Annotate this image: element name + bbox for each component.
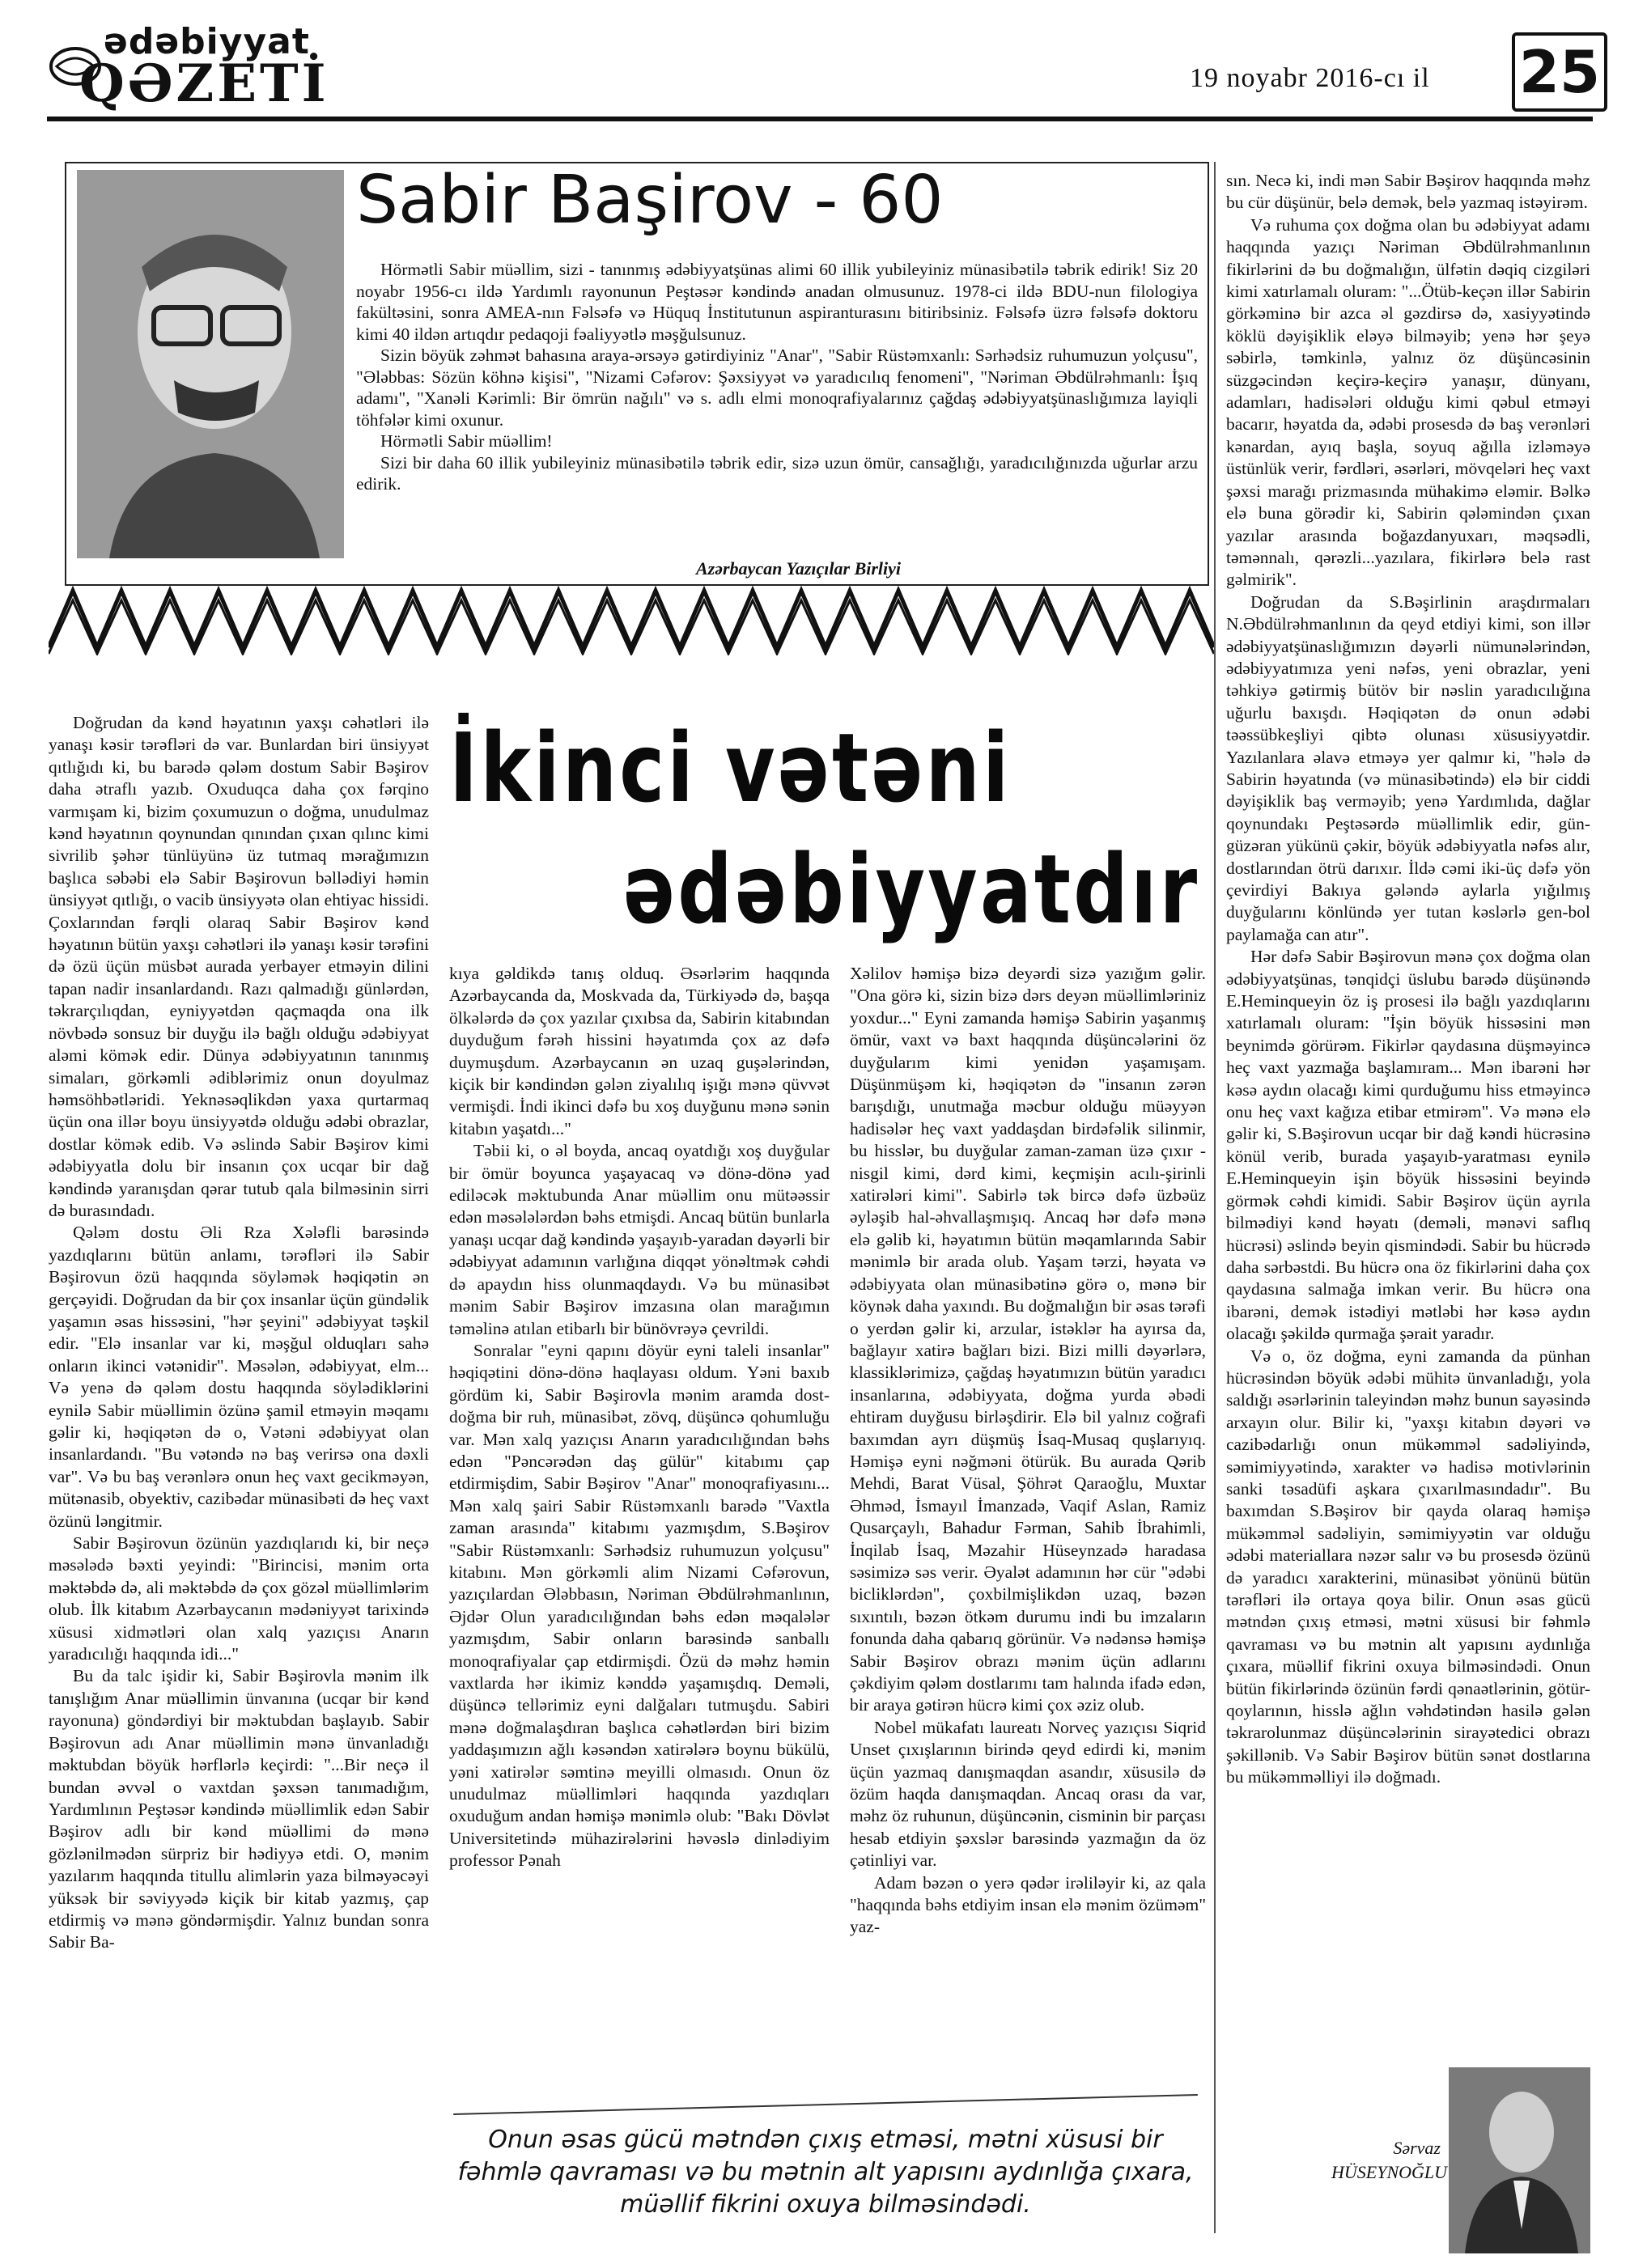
logo-bottom-text: QƏZETİ: [79, 53, 329, 114]
greeting-text: [356, 259, 1198, 495]
column-rule: [1214, 162, 1216, 2233]
article-paragraph: Adam bəzən o yerə qədər irəliləyir ki, az qala "haqqında bəhs etdiyim insan elə mənim özüməm" yaz-: [850, 1872, 1206, 1937]
article-paragraph: Təbii ki, o əl boyda, ancaq oyatdığı xoş duyğular bir ömür boyunca yaşayacaq və dönə-dönə yad ediləcək məktubunda Anar müəllim onu mütəəssir edən məsələlərdən bəhs etmişdi. Ancaq bütün bunlarla yanaşı ucqar dağ kəndində yaşayıb-yaradan dəyərli bir ədəbiyyat adamının varlığına diqqət yönəltmək cəhdi də apaydın hiss olunmaqdaydı. Və bu münasibət mənim Sabir Bəşirov imzasına olan marağımın təməlinə atılan etibarlı bir bünövrəyə çevrildi.: [449, 1141, 830, 1338]
greeting-paragraph: Hörmətli Sabir müəllim, sizi - tanınmış ədəbiyyatşünas alimi 60 illik yubileyiniz münasibətilə təbrik edirik! Siz 20 noyabr 1956-cı ildə Yardımlı rayonunun Peştəsər kəndində anadan olmusunuz. 1978-ci ildə BDU-nun filologiya fakültəsini, sonra AMEA-nın Fəlsəfə və Hüquq İnstitutunun aspiranturasını bitiribsiniz. Fəlsəfə üzrə fəlsəfə doktoru kimi 40 ildən artıqdır pedaqoji fəaliyyətlə məşğulsunuz.: [356, 260, 1198, 344]
pullquote: Onun əsas gücü mətndən çıxış etməsi, mətni xüsusi bir fəhmlə qavraması və bu mətnin alt yapısını aydınlığa çıxara, müəllif fikrini oxuya bilməsindədi.: [457, 2126, 1194, 2219]
article-column-1: [49, 712, 429, 1954]
article-paragraph: Xəlilov həmişə bizə deyərdi sizə yazığım gəlir. "Ona görə ki, sizin bizə dərs deyən müəllimləriniz yoxdur..." Eyni zamanda həmişə Sabirin yaşanmış ömür, vaxt və baxt haqqında düşüncələrini öz duyğularım kimi yenidən yaşamışam. Düşünmüşəm ki, həqiqətən də "insanın zərən barışdığı, unutmağa məcbur olduğu müəyyən hadisələr heç vaxt yaddaşdan birdəfəlik silinmir, bu hisslər, bu duyğular zaman-zaman üzə çıxır - nisgil kimi, dərd kimi, keçmişin acılı-şirinli xatirələri kimi". Sabirlə tək bircə dəfə üzbəüz əyləşib hal-əhvallaşmışıq. Ancaq hər dəfə mənə elə gəlib ki, həyatımın bütün məqamlarında Sabir mənimlə bir arada olub. Yaşam tərzi, həyata və ədəbiyyata olan münasibətinə görə o, mənə bir köynək daha yaxındı. Bu doğmalığın bir əsas tərəfi o yerdən gəlir ki, arzular, istəklər ha ayırsa da, bağlayır xatirə bağları bizi. Bizi milli dəyərlərə, klassiklərimizə, çağdaş həyatımızın bütün yaradıcı insanlarına, ədəbiyyata, doğma yurda əbədi ehtiram duyğusu birləşdirir. Elə bil yalnız coğrafi baxımdan ayrı düşmüş İsaq-Musaq quşlarıyıq. Həmişə eyni nəğməni ötürük. Bu aurada Qərib Mehdi, Barat Vüsal, Şöhrət Qaraoğlu, Muxtar Əhməd, İsmayıl İmanzadə, Vaqif Aslan, Ramiz Qusarçaylı, Bahadur Fərman, Sahib İbrahimli, İnqilab İsaq, Məzahir Hüseynzadə haradasa səsimizə səs verir. Əyalət adamının hər cür "ədəbi bicliklərdən", çoxbilmişlikdən uzaq, bəzən sıxıntılı, bəzən ötkəm durumu indi bu imzaların fonunda daha qabarıq görünür. Və nədənsə həmişə Sabir Bəşirov obrazı mənim üçün adlarını çəkdiyim qələm dostlarımı tam halında ifadə edən, bir araya gətirən hücrə kimi çox əziz olub.: [850, 964, 1206, 1715]
article-headline-line2: ədəbiyyatdır: [623, 833, 1200, 945]
article-paragraph: Və ruhuma çox doğma olan bu ədəbiyyat adamı haqqında yazıçı Nəriman Əbdülrəhmanlının fikirlərini də bu doğmalığın, ülfətin dəqiq cizgiləri kimi xatırlamalı oluram: "...Ötüb-keçən illər Sabirin görkəminə bir azca əl gəzdirsə də, xasiyyətində köklü dəyişiklik eləyə bilməyib; yenə hər şeyə səbirlə, təmkinlə, yalnız öz düşüncəsinin süzgəcindən keçirə-keçirə yanaşır, dünyanı, adamları, hadisələri olduğu kimi qəbul etməyi bacarır, həyatda da, ədəbi prosesdə də baş verənləri kənardan, ayıq başla, soyuq ağılla izləməyə üstünlük verir, fərdləri, əsərləri, mövqeləri heç vaxt şəxsi marağı prizmasında mühakimə eləmir. Bəlkə elə buna görədir ki, Sabirin qələmindən çıxan yazılar arasında boğazdanyuxarı, məqsədli, təmənnalı, qərəzli...yazılara, fikirlərə belə rast gəlmirik".: [1226, 214, 1590, 590]
sabir-basirov-photo: [77, 170, 344, 558]
article-headline-line1: İkinci vətəni: [449, 712, 1012, 824]
article-paragraph: Doğrudan da kənd həyatının yaxşı cəhətləri ilə yanaşı kəsir tərəfləri də var. Bunlardan biri ünsiyyət qıtlığıdı ki, bu barədə qələm dostum Sabir Bəşirov daha ətraflı yazıb. Oxuduqca daha çox fərqino varmışam ki, bizim çoxumuzun o doğma, unudulmaz kənd həyatının qoynundan qınından çıxan qılınc kimi sivrilib şəhər tünlüyünə üz tutmaq mərağımızın başlıca səbəbi elə Sabir Bəşirovun bəllədiyi həmin ünsiyyət qıtlığı, o vacib ünsiyyətə olan ehtiyac hissidi. Çoxlarından fərqli olaraq Sabir Bəşirov kənd həyatının bütün yaxşı cəhətləri ilə yanaşı kəsir tərəfini də özü üçün müsbət aurada yerbayer etməyin dilini tapan nadir insanlardandı. Razı qalmadığı günlərdən, təkrarçılıqdan, eyniyyətdən qaçmaqda ona ilk növbədə sonsuz bir duyğu ilə bağlı olduğu ədəbiyyat aləmi kömək edir. Dünya ədəbiyyatının tanınmış simaları, görkəmli ədiblərimiz onun doyulmaz həmsöhbətləridi. Yeknəsəqlikdən yaxa qurtarmaq üçün ona illər boyu ünsiyyətdə olduğu ədəbi obrazlar, dostlar kömək edib. Və əslində Sabir Bəşirov kimi ədəbiyyatla dolu bir insanın çox ucqar bir dağ kəndində yaranışdan qərar tutub qala bilməsinin sirri də burasındadı.: [49, 713, 429, 1220]
author-first-name: Sərvaz: [1393, 2138, 1441, 2158]
author-portrait-icon: [1449, 2067, 1590, 2253]
portrait-icon: [77, 170, 344, 558]
masthead-rule: [47, 117, 1593, 121]
masthead-logo: [47, 18, 387, 114]
issue-date: 19 noyabr 2016-cı il: [1190, 63, 1430, 93]
article-paragraph: Bu da talc işidir ki, Sabir Bəşirovla mənim ilk tanışlığım Anar müəllimin ünvanına (ucqar bir kənd rayonuna) göndərdiyi bir məktubdan başlayıb. Sabir Bəşirovun adı Anar müəllimin mənə ünvanladığı məktubdan böyük hərflərlə keçirdi: "...Bir neçə il bundan əvvəl o vaxtdan şəxsən tanımadığım, Yardımlının Peştəsər kəndində müəllimlik edən Sabir Bəşirov adlı bir kənd müəllimi də mənə gözlənilmədən sürpriz bir hədiyyə etdi. O, mənim yazılarım haqqında titullu alimlərin yaza bilməyəcəyi yüksək bir səviyyədə kiçik bir kitab yazmış, çap etdirmiş və mənə göndərmişdir. Yalnız bundan sonra Sabir Ba-: [49, 1666, 429, 1952]
article-paragraph: Və o, öz doğma, eyni zamanda da pünhan hücrəsindən böyük ədəbi mühitə ünvanladığı, yola saldığı əsərlərinin taleyindən məhz bunun sayəsində arxayın olur. Bilir ki, "yaxşı kitabın dəyəri və cazibədarlığı onun mükəmməl sadəliyində, səmimiyyətində, xarakter və hadisə motivlərinin sanki təsadüfi aşkara çıxarılmasındadır". Bu baxımdan S.Bəşirov bir qayda olaraq həmişə mükəmməl sadəliyin, səmimiyyətin var olduğu ədəbi materiallara nəzər salır və bu prosesdə özünü də yaradıcı xarakterini, münasibət yönünü bütün tərəfləri ilə ortaya qoya bilir. Onun əsas gücü mətndən çıxış etməsi, mətni xüsusi bir fəhmlə qavraması və bu mətnin alt yapısını aydınlığa çıxara, müəllif fikrini oxuya bilməsindədi. Onun bütün fikirlərində özünün fərdi qənaətlərinin, götür-qoylarının, hisslə ağlın vəhdətindən hasilə gələn təkrarolunmaz düşüncələrinin sirayətedici obrazı şəkillənib. Və Sabir Bəşirov bütün sənət dostlarına bu mükəmməlliyi ilə doğmadı.: [1226, 1346, 1590, 1787]
greeting-signature: Azərbaycan Yazıçılar Birliyi: [696, 558, 902, 579]
article-column-4: [1226, 170, 1590, 1789]
logo-top-text: ədəbiyyat: [104, 21, 310, 62]
article-paragraph: kıya gəldikdə tanış olduq. Əsərlərim haqqında Azərbaycanda da, Moskvada da, Türkiyədə də, başqa ölkələrdə də çox yazılar çıxıbsa da, Sabirin kitabından duyduğum fərəh hissini həyatımda çox az dəfə duymuşdum. Azərbaycanın ən uzaq guşələrindən, kiçik bir kəndindən gələn ziyalılıq işığı mənə qüvvət vermişdi. İndi ikinci dəfə bu xoş duyğunu mənə sənin kitabın yaşatdı...": [449, 964, 830, 1138]
article-paragraph: sın. Necə ki, indi mən Sabir Bəşirov haqqında məhz bu cür düşünür, belə demək, belə yazmaq istəyirəm.: [1226, 171, 1590, 213]
page-number: 25: [1512, 32, 1607, 112]
article-paragraph: Sabir Bəşirovun özünün yazdıqlarıdı ki, bir neçə məsələdə bəxti yeyindi: "Birincisi, mənim orta məktəbdə də, ali məktəbdə də çox gözəl müəllimlərim olub. İlk kitabım Azərbaycanın mədəniyyət tarixində xüsusi xidmətləri olan xalq yazıçısı Anarın yaradıcılığı haqqında idi...": [49, 1533, 429, 1664]
article-paragraph: Qələm dostu Əli Rza Xələfli barəsində yazdıqlarını bütün anlamı, tərəfləri ilə Sabir Bəşirovun özü haqqında söyləmək həqiqətin ən gerçəyidi. Doğrudan da bir çox insanlar üçün gündəlik yaşamın əsas hissəsini, "hər şeyini" ədəbiyyat təşkil edir. "Elə insanlar var ki, məşğul olduqları sahə onların ikinci vətənidir". Məsələn, ədəbiyyat, elm... Və yenə də qələm dostu haqqında söylədiklərini eynilə Sabir müəllimin özünə şamil etməyin məqamı gəlir ki, həqiqətən də o, Vətəni ədəbiyyat olan insanlardandı. "Bu vətəndə nə baş verirsə ona dəxli var". Və bu baş verənlərə onun heç vaxt gecikməyən, mütənasib, obyektiv, cazibədar münasibəti də heç vaxt özünü ləngitmir.: [49, 1223, 429, 1531]
author-last-name: HÜSEYNOĞLU: [1331, 2162, 1448, 2182]
zigzag-divider: [49, 583, 1214, 655]
greeting-paragraph: Sizi bir daha 60 illik yubileyiniz münasibətilə təbrik edir, sizə uzun ömür, cansağlığı, yaradıcılığınızda uğurlar arzu edirik.: [356, 452, 1198, 494]
article-paragraph: Sonralar "eyni qapını döyür eyni taleli insanlar" həqiqətini dönə-dönə haqlayası oldum. Yəni baxıb gördüm ki, Sabir Bəşirovla mənim aramda dost-doğma bir ruh, münasibət, zövq, düşüncə qohumluğu var. Mən xalq yazıçısı Anarın yaradıcılığından bəhs edən "Pəncərədən daş gülür" kitabımı çap etdirmişdim, Sabir Bəşirov "Anar" monoqrafiyasını... Mən xalq şairi Sabir Rüstəmxanlı barədə "Vaxtla zaman arasında" kitabımı yazmışdım, S.Bəşirov "Sabir Rüstəmxanlı: Sərhədsiz ruhumuzun yolçusu" kitabını. Mən görkəmli alim Nizami Cəfərovun, yazıçılardan Ələbbasın, Nəriman Əbdülrəhmanlının, Əjdər Olun yaradıcılığından bəhs edən məqalələr yazmışdım, Sabir onların barəsində sanballı monoqrafiyalar çap etdirmişdi. Özü də məhz həmin vaxtlarda hər ikimiz kənddə yaşamışdıq. Deməli, düşüncə tellərimiz eyni dalğaları tutmuşdu. Sabiri mənə doğmalaşdıran başlıca cəhətlərdən biri bizim yaddaşımızın ağlı kəsəndən xatirələrə boynu bükülü, yəni xatirələr səmtinə meyilli olmasıdı. Onun öz unudulmaz müəllimləri haqqında yazdıqları oxuduğum andan həmişə mənimlə olub: "Bakı Dövlət Universitetində mühazirələrini həvəslə dinlədiyim professor Pənah: [449, 1340, 830, 1871]
article-paragraph: Hər dəfə Sabir Bəşirovun mənə çox doğma olan ədəbiyyatşünas, tənqidçi üslubu barədə düşünəndə E.Heminqueyin öz iş prosesi ilə bağlı yazdıqlarını xatırlamalı oluram: "İşin böyük hissəsini mən beynimdə görürəm. Fikirlər qaydasına düşməyincə heç vaxt yazmağa başlamıram... Mən ibarəni hər kəsə aydın olacağı kimi qurduğumu hiss etməyincə onu heç vaxt kağıza etibar etmirəm". Və mənə elə gəlir ki, S.Bəşirovun ucqar bir dağ kəndi hücrəsinə könül verib, burada yaşayıb-yaratması eynilə E.Heminqueyin işin böyük hissəsini beyində görmək cəhdi kimidi. Sabir Bəşirov üçün ayrıla bilmədiyi kənd həyatı (deməli, mənəvi saflıq hücrəsi) əslində beyin qismindədi. Sabir bu hücrədə daha sərbəstdi. Bu hücrə ona öz fikirlərini daha çox qaydasına salmağa imkan verir. Bu hücrə ona ibarəni, demək istədiyi mətləbi hər kəsə aydın olacağı şəkildə qurmağa şərait yaradır.: [1226, 947, 1590, 1344]
greeting-paragraph: Sizin böyük zəhmət bahasına araya-ərsəyə gətirdiyiniz "Anar", "Sabir Rüstəmxanlı: Sərhədsiz ruhumuzun yolçusu", "Ələbbas: Sözün köhnə kişisi", "Nizami Cəfərov: Şəxsiyyət və yaradıcılıq fenomeni", "Nəriman Əbdülrəhmanlı: İşıq adamı", "Xanəli Kərimli: Bir ömrün nağılı" və s. adlı elmi monoqrafiyalarınız çağdaş ədəbiyyatşünaslığımıza layiqli töhfələr kimi oxunur.: [356, 345, 1198, 430]
author-photo: [1449, 2067, 1590, 2253]
article-column-2: [449, 963, 830, 1872]
greeting-title: Sabir Başirov - 60: [356, 162, 944, 239]
article-paragraph: Doğrudan da S.Bəşirlinin araşdırmaları N.Əbdülrəhmanlının da qeyd etdiyi kimi, son illər ədəbiyyatşünaslığımızın dəyərli nümunələrindən, ədəbiyyatımıza yeni nəfəs, yeni obrazlar, yeni təhkiyə gətirmiş bütöv bir nəslin yaradıcılığına uğurlu baxışdı. Həqiqətən də onun ədəbi təəssübkeşliyi qibtə olunası xüsusiyyətdir. Yazılanlara əlavə etməyə yer qalmır ki, "hələ də Sabirin həyatında (və münasibətində) elə bir ciddi dəyişiklik baş verməyib; yenə Yardımlıda, dağlar qoynundakı Peştəsərdə müəllimlik edir, gün-güzəran yükünü çəkir, böyük ədəbiyyatla nəfəs alır, dostlarından ötrü darıxır. İldə cəmi iki-üç dəfə yön çevirdiyi Bakıya gələndə aylarla yığılmış duyğularını könlündə yer tutan kəslərlə gen-bol paylamağa can atır".: [1226, 591, 1590, 944]
author-byline: [1331, 2136, 1448, 2185]
article-column-3: [850, 963, 1206, 1939]
article-paragraph: Nobel mükafatı laureatı Norveç yazıçısı Siqrid Unset çıxışlarının birində qeyd edirdi ki, mənim üçün yazmaq danışmaqdan asandır, xüsusilə də özüm haqda danışmaqdan. Ancaq orası da var, məhz öz ruhunun, düşüncənin, cisminin bir parçası hesab etdiyin şəxslər barəsində yazmağın da öz çətinliyi var.: [850, 1717, 1206, 1871]
greeting-paragraph: Hörmətli Sabir müəllim!: [380, 431, 553, 451]
pullquote-rule: [453, 2094, 1198, 2115]
